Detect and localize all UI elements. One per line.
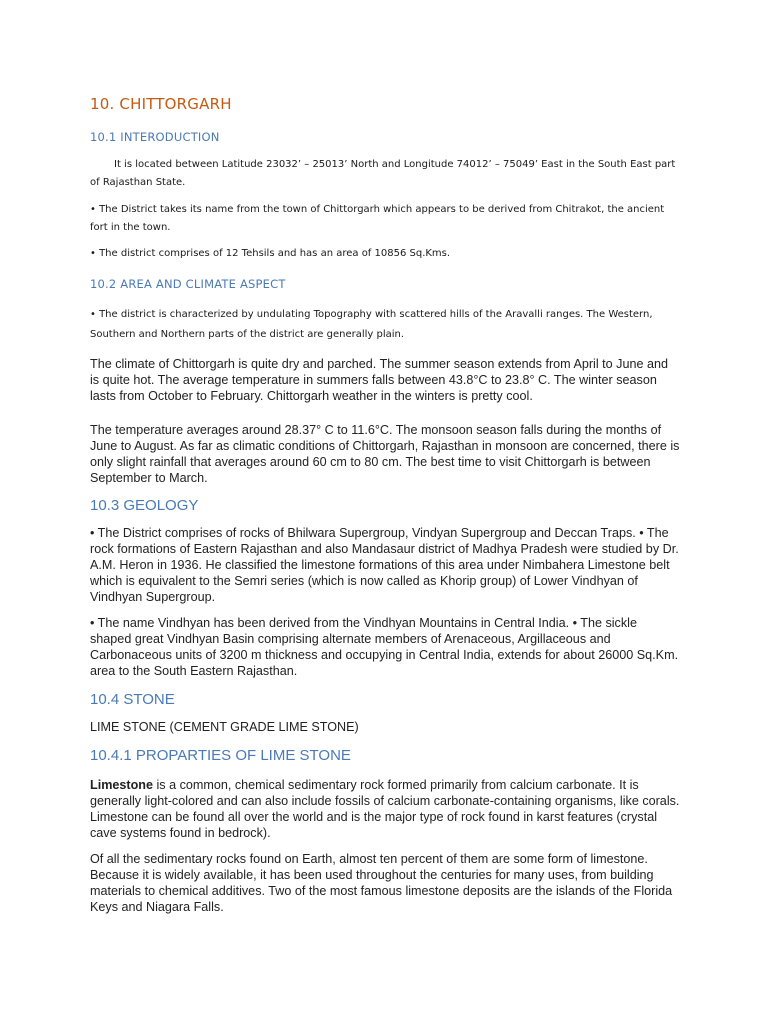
section-heading-area-climate: 10.2 AREA AND CLIMATE ASPECT	[90, 277, 286, 291]
section-heading-properties: 10.4.1 PROPARTIES OF LIME STONE	[90, 747, 351, 764]
intro-paragraph-location: It is located between Latitude 23032’ – 25013’ North and Longitude 74012’ – 75049’ East in the South East part of Rajasthan State.	[90, 159, 676, 188]
intro-paragraph-name-origin: • The District takes its name from the town of Chittorgarh which appears to be derived from Chitrakot, the ancient fort in the town.	[90, 204, 665, 233]
geology-paragraph-rocks: • The District comprises of rocks of Bhilwara Supergroup, Vindyan Supergroup and Deccan Traps. • The rock formations of Eastern Rajasthan and also Mandasaur district of Madhya Pradesh were studied by Dr. A.M. Heron in 1936. He classified the limestone formations of this area under Nimbahera Limestone belt which is equivalent to the Semri series (which is now called as Khorip group) of Lower Vindhyan of Vindhyan Supergroup.	[90, 526, 679, 604]
climate-paragraph-topography: • The district is characterized by undulating Topography with scattered hills of the Aravalli ranges. The Western, Southern and Northern parts of the district are generally plain.	[90, 309, 653, 340]
section-heading-introduction: 10.1 INTERODUCTION	[90, 130, 220, 144]
properties-paragraph-definition	[90, 777, 680, 841]
stone-type-text: LIME STONE (CEMENT GRADE LIME STONE)	[90, 720, 359, 734]
section-heading-stone: 10.4 STONE	[90, 691, 175, 708]
geology-paragraph-vindhyan: • The name Vindhyan has been derived from the Vindhyan Mountains in Central India. • The sickle shaped great Vindhyan Basin comprising alternate members of Arenaceous, Argillaceous and Carbonaceous units of 3200 m thickness and occupying in Central India, extends for about 26000 Sq.Km. area to the South Eastern Rajasthan.	[90, 616, 679, 678]
section-heading-geology: 10.3 GEOLOGY	[90, 497, 199, 514]
climate-paragraph-summer: The climate of Chittorgarh is quite dry and parched. The summer season extends from April to June and is quite hot. The average temperature in summers falls between 43.8°C to 23.8° C. The winter season lasts from October to February. Chittorgarh weather in the winters is pretty cool.	[90, 357, 668, 403]
climate-paragraph-monsoon: The temperature averages around 28.37° C to 11.6°C. The monsoon season falls during the months of June to August. As far as climatic conditions of Chittorgarh, Rajasthan in monsoon are concerned, there is only slight rainfall that averages around 60 cm to 80 cm. The best time to visit Chittorgarh is between September to March.	[90, 423, 680, 485]
intro-paragraph-tehsils: • The district comprises of 12 Tehsils and has an area of 10856 Sq.Kms.	[90, 248, 451, 259]
properties-paragraph-deposits: Of all the sedimentary rocks found on Earth, almost ten percent of them are some form of limestone. Because it is widely available, it has been used throughout the centuries for many uses, from building materials to chemical additives. Two of the most famous limestone deposits are the islands of the Florida Keys and Niagara Falls.	[90, 852, 673, 914]
limestone-term: Limestone	[90, 778, 153, 792]
document-title: 10. CHITTORGARH	[90, 95, 232, 113]
properties-definition-text: is a common, chemical sedimentary rock formed primarily from calcium carbonate. It is generally light-colored and can also include fossils of calcium carbonate-containing organisms, like corals. Limestone can be found all over the world and is the major type of rock found in karst features (crystal cave systems found in bedrock).	[90, 778, 680, 840]
